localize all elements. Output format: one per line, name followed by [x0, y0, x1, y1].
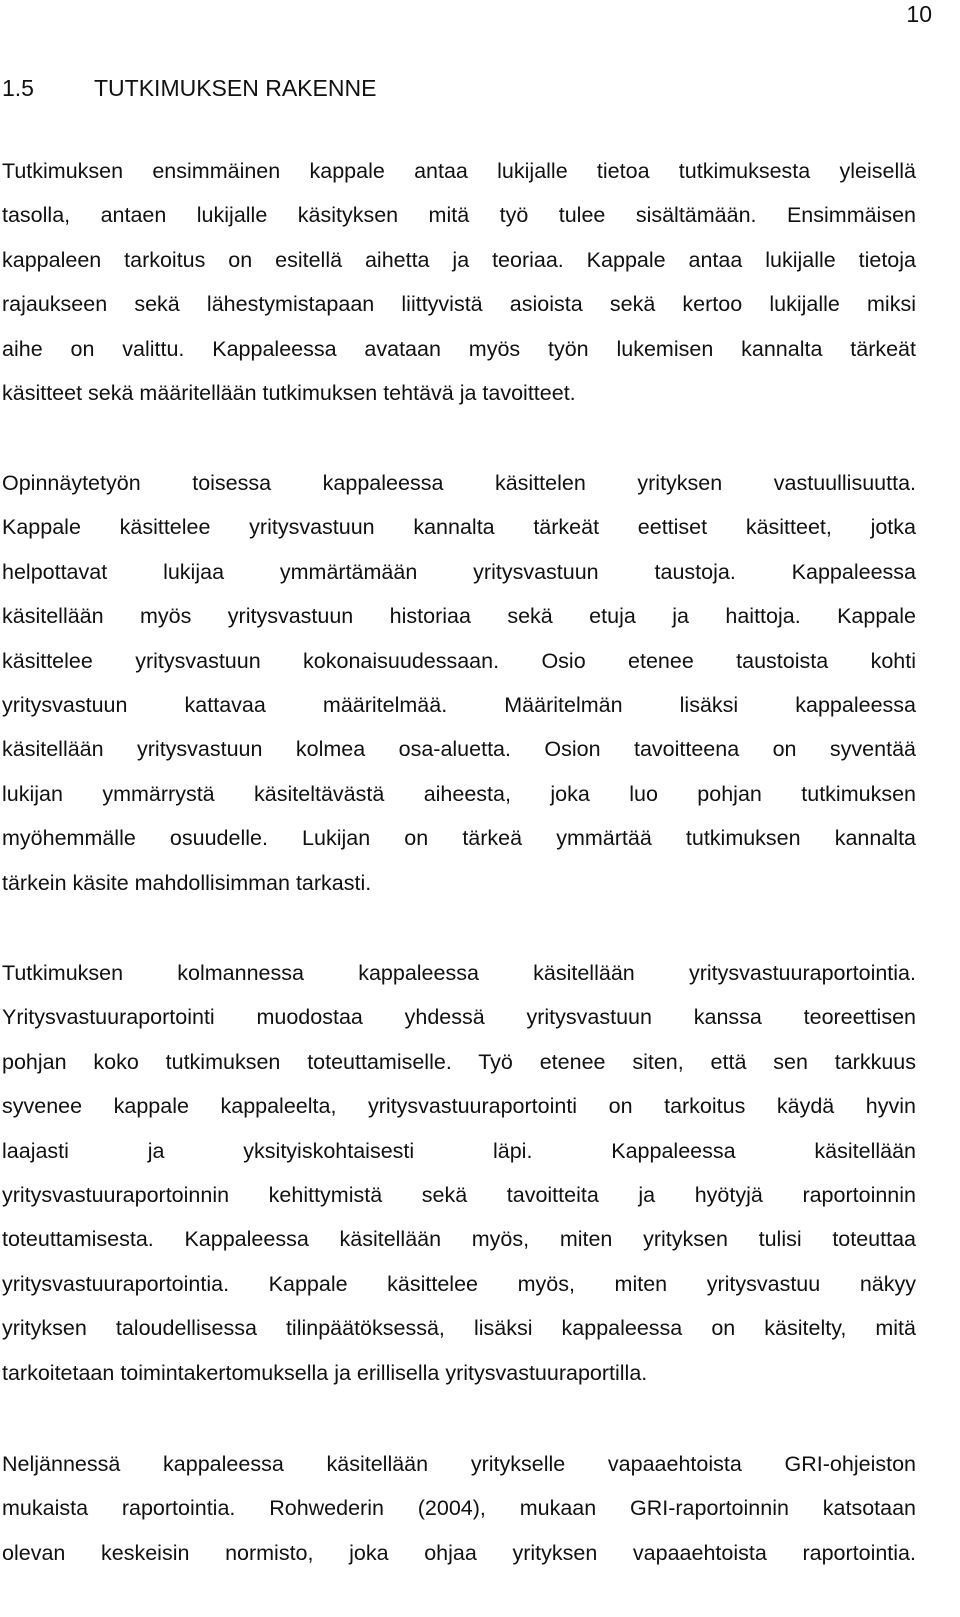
text-line: helpottavat lukijaa ymmärtämään yritysvastuun taustoja. Kappaleessa	[2, 559, 916, 584]
section-title: TUTKIMUKSEN RAKENNE	[94, 75, 377, 101]
section-heading	[2, 74, 376, 102]
text-line: tasolla, antaen lukijalle käsityksen mitä työ tulee sisältämään. Ensimmäisen	[2, 203, 916, 228]
text-line: laajasti ja yksityiskohtaisesti läpi. Kappaleessa käsitellään	[2, 1138, 916, 1163]
text-line: Opinnäytetyön toisessa kappaleessa käsittelen yrityksen vastuullisuutta.	[2, 471, 916, 495]
text-line: tarkoitetaan toimintakertomuksella ja erillisella yritysvastuuraportilla.	[2, 1360, 648, 1385]
text-line: pohjan koko tutkimuksen toteuttamiselle. Työ etenee siten, että sen tarkkuus	[2, 1049, 916, 1074]
text-line: mukaista raportointia. Rohwederin (2004), mukaan GRI-raportoinnin katsotaan	[2, 1496, 916, 1521]
text-line: Tutkimuksen ensimmäinen kappale antaa lukijalle tietoa tutkimuksesta yleisellä	[2, 159, 916, 183]
paragraph-4	[2, 1442, 916, 1575]
text-line: Yritysvastuuraportointi muodostaa yhdessä yritysvastuun kanssa teoreettisen	[2, 1005, 916, 1030]
text-line: kappaleen tarkoitus on esitellä aihetta ja teoriaa. Kappale antaa lukijalle tietoja	[2, 247, 916, 272]
section-number: 1.5	[2, 75, 34, 101]
text-line: käsitteet sekä määritellään tutkimuksen tehtävä ja tavoitteet.	[2, 380, 576, 405]
text-line: myöhemmälle osuudelle. Lukijan on tärkeä ymmärtää tutkimuksen kannalta	[2, 826, 916, 851]
text-line: tärkein käsite mahdollisimman tarkasti.	[2, 870, 372, 895]
text-line: rajaukseen sekä lähestymistapaan liittyvistä asioista sekä kertoo lukijalle miksi	[2, 292, 916, 317]
paragraph-2	[2, 461, 916, 905]
text-line: yritysvastuun kattavaa määritelmää. Määritelmän lisäksi kappaleessa	[2, 692, 916, 717]
text-line: toteuttamisesta. Kappaleessa käsitellään myös, miten yrityksen tulisi toteuttaa	[2, 1227, 916, 1252]
text-line: olevan keskeisin normisto, joka ohjaa yrityksen vapaaehtoista raportointia.	[2, 1540, 916, 1565]
text-line: lukijan ymmärrystä käsiteltävästä aiheesta, joka luo pohjan tutkimuksen	[2, 781, 916, 806]
text-line: yritysvastuuraportointia. Kappale käsittelee myös, miten yritysvastuu näkyy	[2, 1271, 916, 1296]
page-number: 10	[906, 1, 932, 27]
text-line: käsitellään yritysvastuun kolmea osa-aluetta. Osion tavoitteena on syventää	[2, 737, 916, 762]
text-line: aihe on valittu. Kappaleessa avataan myös työn lukemisen kannalta tärkeät	[2, 336, 916, 361]
text-line: Tutkimuksen kolmannessa kappaleessa käsitellään yritysvastuuraportointia.	[2, 961, 916, 985]
text-line: yrityksen taloudellisessa tilinpäätöksessä, lisäksi kappaleessa on käsitelty, mitä	[2, 1316, 916, 1341]
text-line: syvenee kappale kappaleelta, yritysvastuuraportointi on tarkoitus käydä hyvin	[2, 1094, 916, 1119]
paragraph-3	[2, 951, 916, 1395]
text-line: Neljännessä kappaleessa käsitellään yritykselle vapaaehtoista GRI-ohjeiston	[2, 1452, 916, 1476]
text-line: käsitellään myös yritysvastuun historiaa sekä etuja ja haittoja. Kappale	[2, 604, 916, 629]
text-line: Kappale käsittelee yritysvastuun kannalta tärkeät eettiset käsitteet, jotka	[2, 515, 916, 540]
text-line: yritysvastuuraportoinnin kehittymistä sekä tavoitteita ja hyötyjä raportoinnin	[2, 1182, 916, 1207]
paragraph-1	[2, 149, 916, 415]
text-line: käsittelee yritysvastuun kokonaisuudessaan. Osio etenee taustoista kohti	[2, 648, 916, 673]
